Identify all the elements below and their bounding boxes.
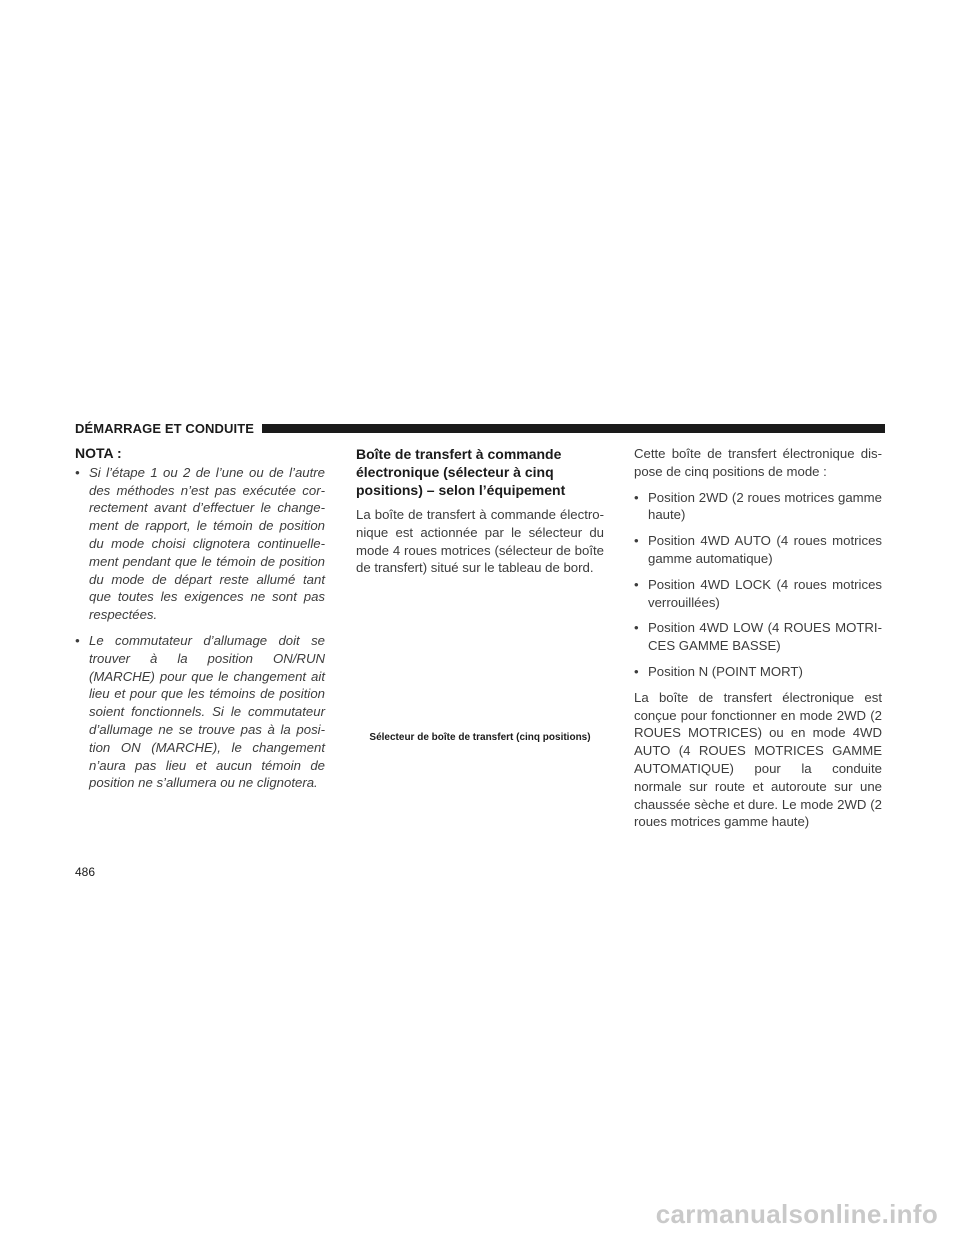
bullet-dot: • — [634, 576, 639, 592]
section-heading: Boîte de transfert à commande électronique (sélecteur à cinq positions) – selon l’équipement — [356, 446, 566, 498]
note-title: NOTA : — [75, 445, 122, 461]
list-item-text: Position N (POINT MORT) — [648, 663, 803, 679]
column-right — [634, 445, 882, 839]
header-rule — [262, 424, 885, 433]
body-paragraph: La boîte de transfert à commande électronique est actionnée par le sélecteur du mode 4 roues motrices (sélecteur de boîte de transfert) situé sur le tableau de bord. — [356, 507, 604, 576]
list-item-text: Position 4WD AUTO (4 roues motrices gamme automatique) — [648, 533, 882, 566]
watermark: carmanualsonline.info — [655, 1199, 938, 1229]
list-item — [634, 663, 882, 681]
note-bullet-text: Le commutateur d’allumage doit se trouver à la position ON/RUN (MARCHE) pour que le changement ait lieu et pour que les témoins de position soient fonctionnels. Si le commutateur d’allumage ne se trouve pas à la position ON (MARCHE), le changement n’aura pas lieu et aucun témoin de position ne s’allumera ou ne clignotera. — [89, 632, 325, 791]
bullet-dot: • — [634, 663, 639, 679]
bullet-dot: • — [634, 489, 639, 505]
list-item — [634, 576, 882, 612]
list-item-text: Position 4WD LOCK (4 roues motrices verrouillées) — [648, 576, 882, 610]
note-bullet-text: Si l’étape 1 ou 2 de l’une ou de l’autre des méthodes n’est pas exécutée correctement avant d’effectuer le changement de rapport, le témoin de position du mode choisi clignotera continuellement pendant que le témoin de position du mode de départ reste allumé tant que toutes les exigences ne sont pas respectées. — [89, 464, 325, 623]
list-item-text: Position 4WD LOW (4 ROUES MOTRICES GAMME BASSE) — [648, 620, 882, 654]
list-item — [634, 532, 882, 568]
list-item-text: Position 2WD (2 roues motrices gamme haute) — [648, 489, 882, 523]
page-header — [75, 419, 885, 437]
note-bullet-1 — [75, 464, 325, 624]
note-bullet-2 — [75, 632, 325, 792]
column-left — [75, 445, 325, 800]
bullet-dot: • — [75, 632, 80, 648]
column-middle — [356, 445, 604, 585]
intro-paragraph: Cette boîte de transfert électronique dispose de cinq positions de mode : — [634, 446, 882, 479]
list-item — [634, 619, 882, 655]
bullet-dot: • — [634, 533, 639, 549]
bullet-dot: • — [75, 464, 80, 480]
section-title: DÉMARRAGE ET CONDUITE — [75, 420, 255, 436]
body-paragraph: La boîte de transfert électronique est conçue pour fonctionner en mode 2WD (2 ROUES MOTRICES) ou en mode 4WD AUTO (4 ROUES MOTRICES GAMME AUTOMATIQUE) pour la conduite normale sur route et autoroute sur une chaussée sèche et dure. Le mode 2WD (2 roues motrices gamme haute) — [634, 689, 882, 830]
page-number: 486 — [75, 865, 96, 879]
figure-caption: Sélecteur de boîte de transfert (cinq positions) — [369, 732, 591, 743]
bullet-dot: • — [634, 620, 639, 636]
list-item — [634, 489, 882, 525]
figure-placeholder — [356, 620, 604, 725]
